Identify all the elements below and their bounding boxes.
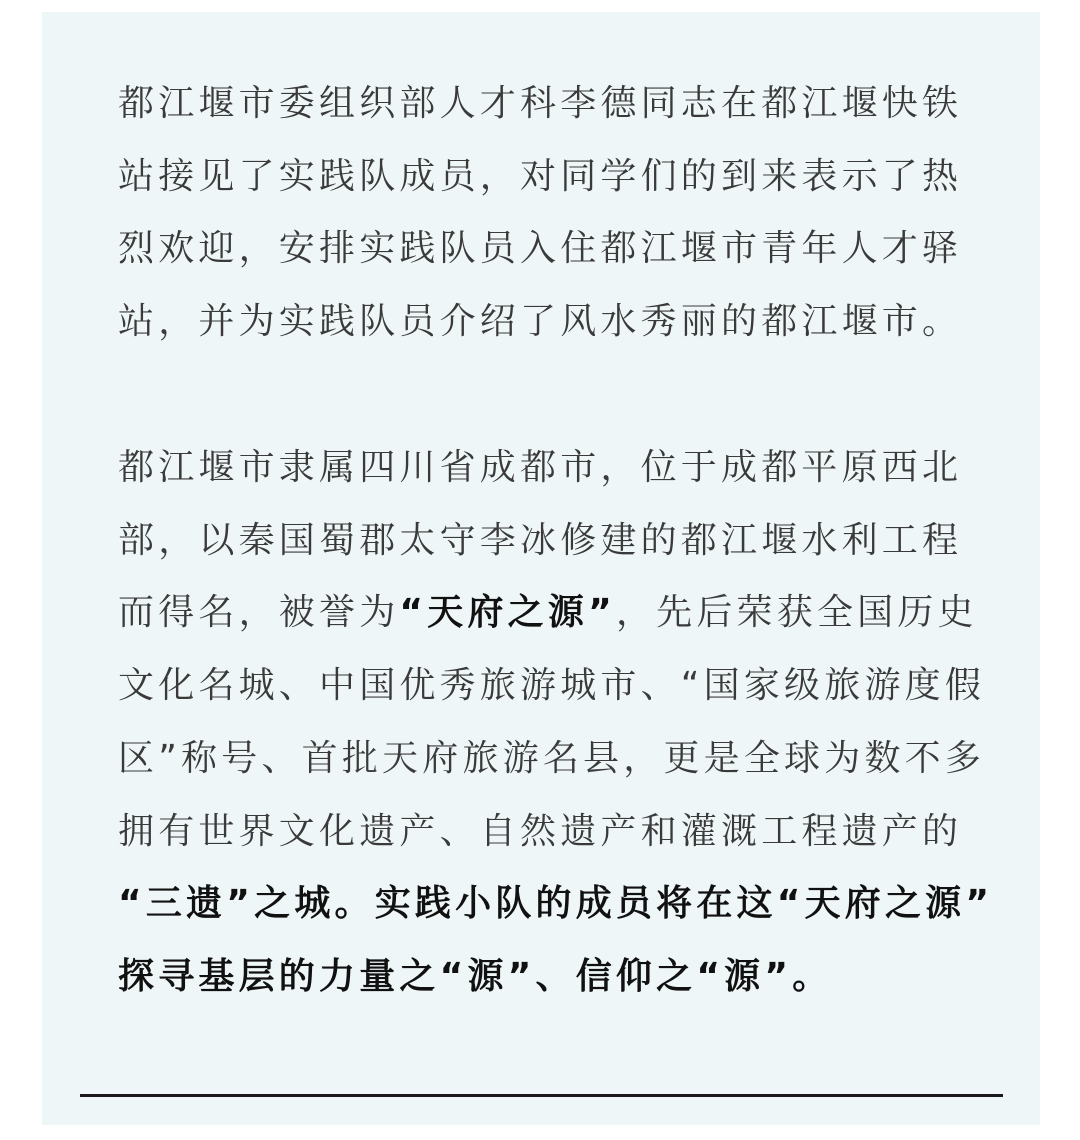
text-segment: 而得名，被誉为	[118, 592, 400, 634]
bold-paragraph-line: 探寻基层的力量之“源”、信仰之“源”。	[118, 955, 833, 997]
paragraph-line: 都江堰市委组织部人才科李德同志在都江堰快铁	[118, 83, 963, 124]
paragraph-line: 文化名城、中国优秀旅游城市、“国家级旅游度假	[118, 665, 986, 707]
paragraph-line: 站接见了实践队成员，对同学们的到来表示了热	[118, 155, 963, 197]
paragraph-line: 都江堰市隶属四川省成都市，位于成都平原西北	[118, 447, 963, 488]
paragraph-line: 烈欢迎，安排实践队员入住都江堰市青年人才驿	[118, 228, 963, 270]
paragraph-line: 拥有世界文化遗产、自然遗产和灌溉工程遗产的	[118, 810, 963, 852]
paragraph-dujiangyan-intro	[118, 432, 994, 1014]
paragraph-line	[118, 577, 978, 650]
paragraph-line: 部，以秦国蜀郡太守李冰修建的都江堰水利工程	[118, 519, 963, 561]
paragraph-line: 站，并为实践队员介绍了风水秀丽的都江堰市。	[118, 301, 963, 343]
bold-phrase-tianfu-zhiyuan: “天府之源”	[399, 592, 616, 634]
divider-line	[80, 1094, 1003, 1097]
text-segment: ，先后荣获全国历史	[615, 592, 978, 634]
paragraph-welcome	[118, 68, 968, 359]
bold-paragraph-line: “三遗”之城。实践小队的成员将在这“天府之源”	[118, 883, 994, 925]
paragraph-line: 区”称号、首批天府旅游名县，更是全球为数不多	[118, 737, 986, 779]
